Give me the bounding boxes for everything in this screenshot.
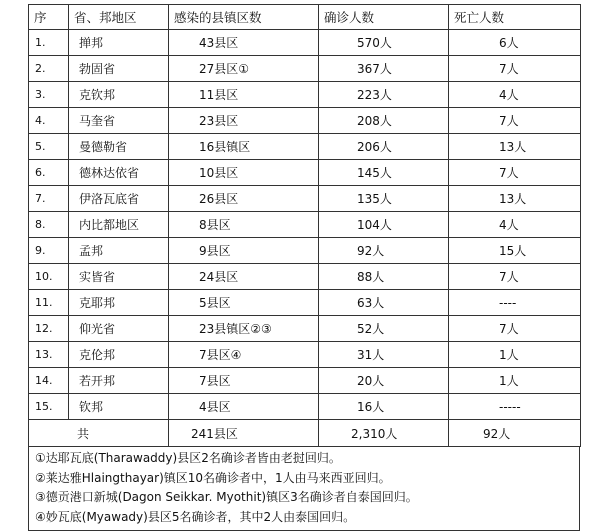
row-region: 若开邦 [69, 368, 169, 394]
table-row [29, 290, 581, 316]
row-num: 9. [29, 238, 69, 264]
row-confirmed: 223人 [319, 82, 449, 108]
row-num: 14. [29, 368, 69, 394]
row-count: 4县区 [169, 394, 319, 420]
row-count: 11县区 [169, 82, 319, 108]
row-confirmed: 88人 [319, 264, 449, 290]
table-row [29, 160, 581, 186]
row-num: 15. [29, 394, 69, 420]
table-row [29, 82, 581, 108]
row-count: 5县区 [169, 290, 319, 316]
row-region: 克伦邦 [69, 342, 169, 368]
row-confirmed: 20人 [319, 368, 449, 394]
footnote: ③德贡港口新城(Dagon Seikkar. Myothit)镇区3名确诊者自泰国回归。 [35, 490, 418, 505]
row-count: 10县区 [169, 160, 319, 186]
header-count: 感染的县镇区数 [169, 5, 319, 30]
header-confirmed: 确诊人数 [319, 5, 449, 30]
header-region: 省、邦地区 [69, 5, 169, 30]
row-count: 27县区① [169, 56, 319, 82]
row-count: 7县区④ [169, 342, 319, 368]
row-region: 钦邦 [69, 394, 169, 420]
row-confirmed: 63人 [319, 290, 449, 316]
row-deaths: 7人 [449, 316, 581, 342]
header-num: 序 [29, 5, 69, 30]
row-deaths: ---- [449, 290, 581, 316]
row-count: 23县镇区②③ [169, 316, 319, 342]
table-row [29, 56, 581, 82]
row-num: 11. [29, 290, 69, 316]
row-region: 勃固省 [69, 56, 169, 82]
row-deaths: 1人 [449, 342, 581, 368]
table-row [29, 212, 581, 238]
row-num: 5. [29, 134, 69, 160]
footnotes [28, 447, 580, 531]
row-region: 实皆省 [69, 264, 169, 290]
row-count: 23县区 [169, 108, 319, 134]
row-num: 13. [29, 342, 69, 368]
row-region: 掸邦 [69, 30, 169, 56]
footnote: ④妙瓦底(Myawady)县区5名确诊者，其中2人由泰国回归。 [35, 509, 356, 524]
row-deaths: 7人 [449, 264, 581, 290]
infection-table-container [28, 4, 580, 531]
row-deaths: 6人 [449, 30, 581, 56]
row-count: 9县区 [169, 238, 319, 264]
total-row [29, 420, 581, 447]
table-row [29, 342, 581, 368]
row-confirmed: 31人 [319, 342, 449, 368]
row-num: 12. [29, 316, 69, 342]
table-row [29, 368, 581, 394]
row-count: 26县区 [169, 186, 319, 212]
row-region: 克耶邦 [69, 290, 169, 316]
row-num: 4. [29, 108, 69, 134]
row-confirmed: 52人 [319, 316, 449, 342]
row-region: 德林达依省 [69, 160, 169, 186]
row-count: 24县区 [169, 264, 319, 290]
row-num: 10. [29, 264, 69, 290]
table-row [29, 30, 581, 56]
row-num: 8. [29, 212, 69, 238]
row-deaths: 7人 [449, 160, 581, 186]
row-count: 8县区 [169, 212, 319, 238]
row-deaths: 7人 [449, 56, 581, 82]
row-confirmed: 367人 [319, 56, 449, 82]
row-deaths: 15人 [449, 238, 581, 264]
row-confirmed: 135人 [319, 186, 449, 212]
row-num: 2. [29, 56, 69, 82]
table-row [29, 108, 581, 134]
row-deaths: ----- [449, 394, 581, 420]
row-num: 1. [29, 30, 69, 56]
table-row [29, 134, 581, 160]
table-row [29, 238, 581, 264]
row-count: 16县镇区 [169, 134, 319, 160]
row-confirmed: 16人 [319, 394, 449, 420]
table-header-row [29, 5, 581, 30]
footnote: ①达耶瓦底(Tharawaddy)县区2名确诊者皆由老挝回归。 [35, 451, 341, 465]
row-confirmed: 92人 [319, 238, 449, 264]
row-num: 3. [29, 82, 69, 108]
infection-table [28, 4, 581, 447]
footnote: ②莱达雅Hlaingthayar)镇区10名确诊者中，1人由马来西亚回归。 [35, 470, 391, 485]
row-confirmed: 208人 [319, 108, 449, 134]
table-body [29, 30, 581, 420]
row-region: 内比都地区 [69, 212, 169, 238]
row-confirmed: 206人 [319, 134, 449, 160]
total-count: 241县区 [169, 420, 319, 447]
row-confirmed: 145人 [319, 160, 449, 186]
table-row [29, 316, 581, 342]
row-deaths: 13人 [449, 134, 581, 160]
row-region: 孟邦 [69, 238, 169, 264]
row-deaths: 4人 [449, 212, 581, 238]
row-region: 仰光省 [69, 316, 169, 342]
table-row [29, 394, 581, 420]
row-count: 7县区 [169, 368, 319, 394]
row-deaths: 4人 [449, 82, 581, 108]
row-num: 6. [29, 160, 69, 186]
row-count: 43县区 [169, 30, 319, 56]
header-deaths: 死亡人数 [449, 5, 581, 30]
total-deaths: 92人 [449, 420, 581, 447]
total-label: 共 [29, 420, 169, 447]
row-confirmed: 570人 [319, 30, 449, 56]
row-region: 马奎省 [69, 108, 169, 134]
total-confirmed: 2,310人 [319, 420, 449, 447]
row-deaths: 1人 [449, 368, 581, 394]
row-deaths: 7人 [449, 108, 581, 134]
row-region: 曼德勒省 [69, 134, 169, 160]
row-num: 7. [29, 186, 69, 212]
table-row [29, 186, 581, 212]
table-row [29, 264, 581, 290]
row-confirmed: 104人 [319, 212, 449, 238]
row-region: 伊洛瓦底省 [69, 186, 169, 212]
row-deaths: 13人 [449, 186, 581, 212]
row-region: 克钦邦 [69, 82, 169, 108]
